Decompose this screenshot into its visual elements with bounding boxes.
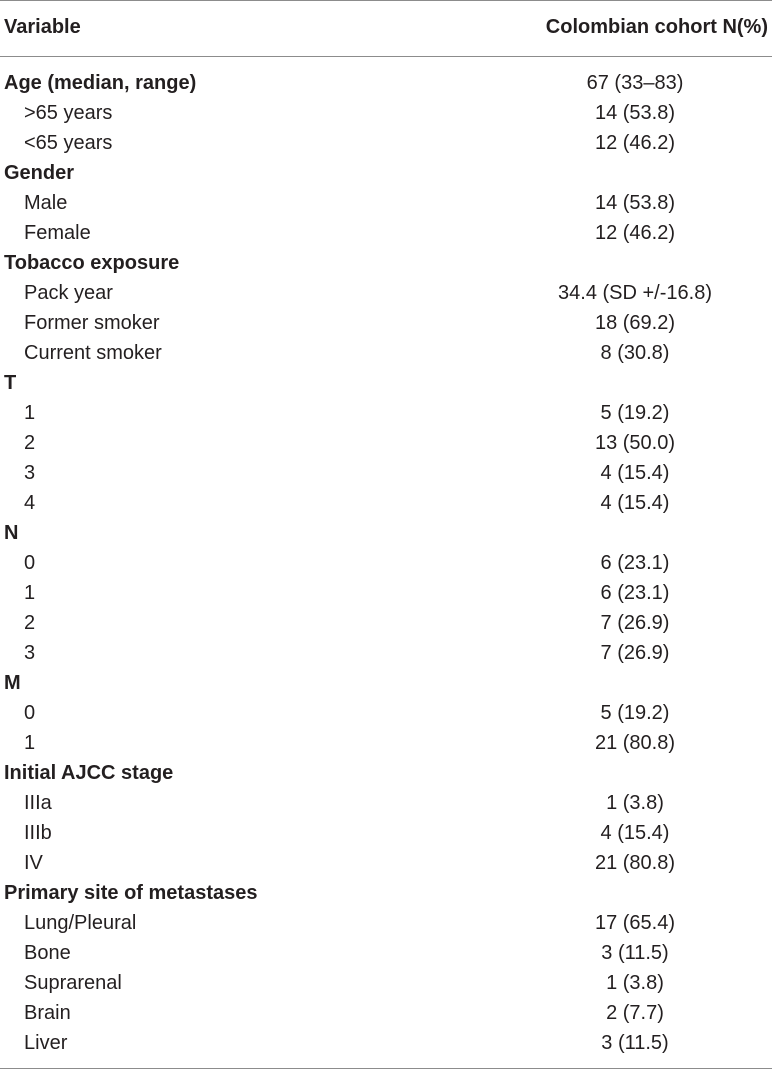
row-label: Current smoker <box>24 342 162 364</box>
table-section-row <box>0 368 772 398</box>
section-label: M <box>4 672 21 694</box>
table-row <box>0 848 772 878</box>
row-label: 2 <box>24 432 36 454</box>
row-label: 3 <box>24 462 36 484</box>
table-section-row <box>0 158 772 188</box>
row-label: 1 <box>24 582 36 604</box>
table-row <box>0 188 772 218</box>
row-label: 3 <box>24 642 36 664</box>
section-label: Gender <box>4 162 75 184</box>
row-value: 6 (23.1) <box>600 552 670 574</box>
row-value: 14 (53.8) <box>594 192 676 214</box>
table-row <box>0 98 772 128</box>
row-value: 34.4 (SD +/-16.8) <box>558 282 712 304</box>
table-row <box>0 1028 772 1058</box>
table-section-row <box>0 248 772 278</box>
table-row <box>0 638 772 668</box>
table-row <box>0 728 772 758</box>
row-value: 14 (53.8) <box>594 102 676 124</box>
row-value: 8 (30.8) <box>600 342 670 364</box>
section-label: Initial AJCC stage <box>4 762 174 784</box>
table-section-row <box>0 758 772 788</box>
row-value: 5 (19.2) <box>600 702 670 724</box>
table-row <box>0 908 772 938</box>
row-label: 1 <box>24 732 36 754</box>
table-row <box>0 128 772 158</box>
row-value: 3 (11.5) <box>601 1032 669 1054</box>
section-label: Tobacco exposure <box>4 252 180 274</box>
row-label: Liver <box>24 1032 68 1054</box>
row-label: Pack year <box>24 282 113 304</box>
section-label: N <box>4 522 19 544</box>
row-value: 17 (65.4) <box>594 912 676 934</box>
row-label: Bone <box>24 942 71 964</box>
table-section-row <box>0 518 772 548</box>
row-label: 1 <box>24 402 36 424</box>
section-label: Primary site of metastases <box>4 882 258 904</box>
table-row <box>0 548 772 578</box>
table-row <box>0 608 772 638</box>
table-row <box>0 398 772 428</box>
row-value: 21 (80.8) <box>594 732 676 754</box>
row-label: IIIa <box>24 792 52 814</box>
table-section-row <box>0 668 772 698</box>
row-label: <65 years <box>24 132 113 154</box>
table-row <box>0 488 772 518</box>
table-row <box>0 788 772 818</box>
table-row <box>0 218 772 248</box>
row-label: IV <box>24 852 43 874</box>
row-label: 4 <box>24 492 36 514</box>
row-value: 4 (15.4) <box>600 462 670 484</box>
row-value: 1 (3.8) <box>606 792 664 814</box>
row-label: Female <box>24 222 91 244</box>
table-row <box>0 428 772 458</box>
row-value: 67 (33–83) <box>586 72 684 94</box>
row-label: 0 <box>24 702 36 724</box>
row-label: Suprarenal <box>24 972 122 994</box>
header-cohort: Colombian cohort N(%) <box>545 16 768 38</box>
table-section-row <box>0 68 772 98</box>
row-value: 4 (15.4) <box>600 492 670 514</box>
row-value: 18 (69.2) <box>594 312 676 334</box>
table-row <box>0 278 772 308</box>
table-top-rule <box>0 0 772 1</box>
section-label: T <box>4 372 17 394</box>
table-row <box>0 308 772 338</box>
row-value: 13 (50.0) <box>594 432 676 454</box>
row-label: Lung/Pleural <box>24 912 137 934</box>
row-label: >65 years <box>24 102 113 124</box>
row-value: 6 (23.1) <box>600 582 670 604</box>
row-value: 3 (11.5) <box>601 942 669 964</box>
table-row <box>0 458 772 488</box>
table-section-row <box>0 878 772 908</box>
section-label: Age (median, range) <box>4 72 197 94</box>
table-header-rule <box>0 56 772 57</box>
table-row <box>0 698 772 728</box>
row-value: 12 (46.2) <box>594 132 676 154</box>
table-bottom-rule <box>0 1068 772 1069</box>
header-variable: Variable <box>4 16 81 38</box>
row-label: Brain <box>24 1002 71 1024</box>
table-header <box>0 14 772 44</box>
row-label: IIIb <box>24 822 52 844</box>
row-label: 0 <box>24 552 36 574</box>
row-value: 21 (80.8) <box>594 852 676 874</box>
table-row <box>0 818 772 848</box>
row-label: Former smoker <box>24 312 160 334</box>
table-row <box>0 578 772 608</box>
row-label: 2 <box>24 612 36 634</box>
table-row <box>0 968 772 998</box>
row-value: 1 (3.8) <box>606 972 664 994</box>
row-value: 12 (46.2) <box>594 222 676 244</box>
table-body <box>0 68 772 1058</box>
table-row <box>0 338 772 368</box>
row-value: 7 (26.9) <box>600 642 670 664</box>
row-label: Male <box>24 192 68 214</box>
row-value: 2 (7.7) <box>606 1002 664 1024</box>
row-value: 4 (15.4) <box>600 822 670 844</box>
table-row <box>0 998 772 1028</box>
table-row <box>0 938 772 968</box>
row-value: 5 (19.2) <box>600 402 670 424</box>
row-value: 7 (26.9) <box>600 612 670 634</box>
